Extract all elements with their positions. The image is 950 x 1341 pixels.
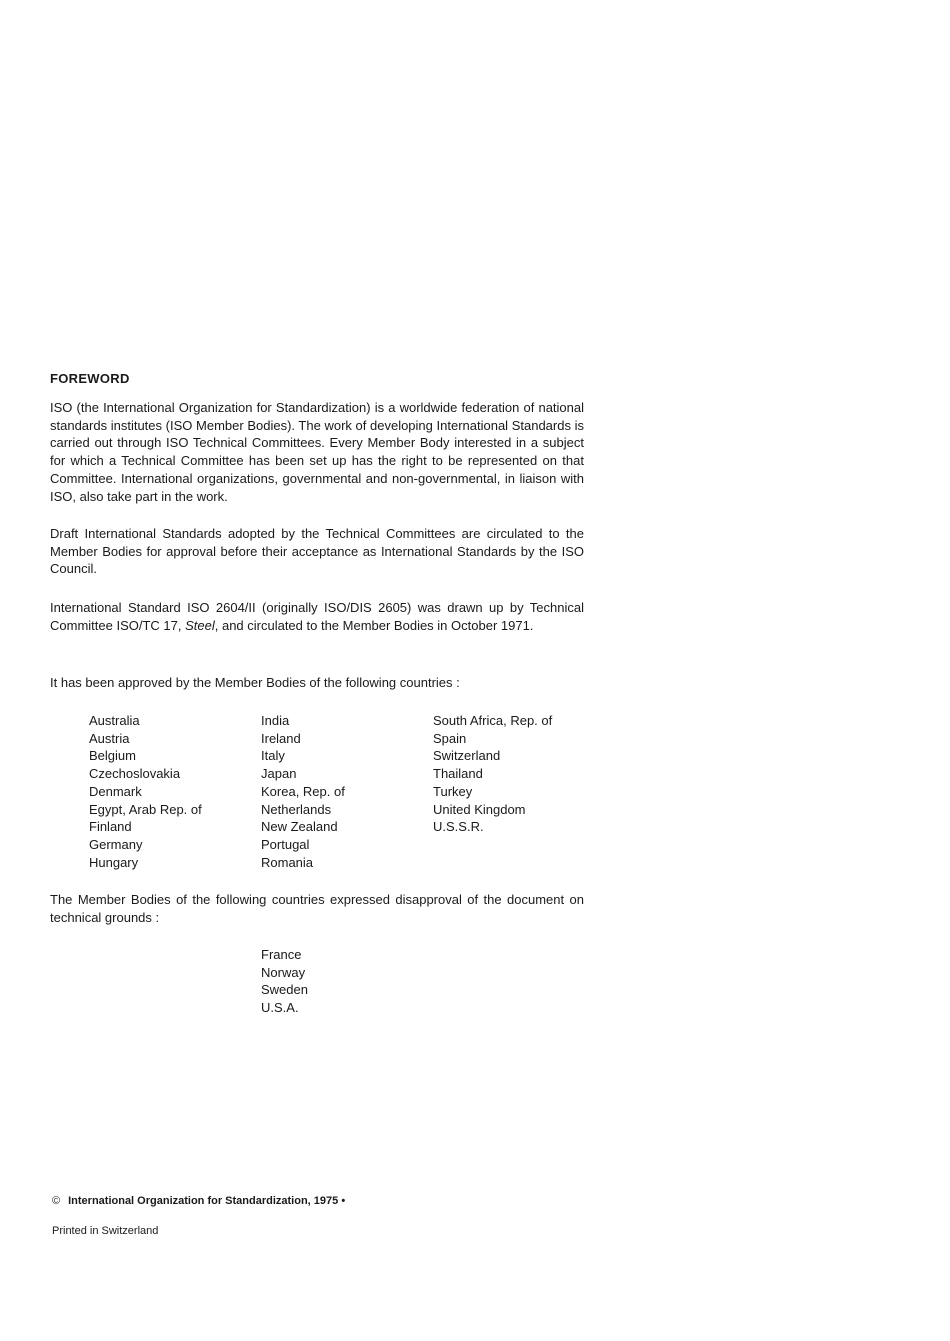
copyright-icon: © xyxy=(52,1195,61,1207)
country-item: Netherlands xyxy=(261,801,332,817)
paragraph-iso-intro: ISO (the International Organization for Standardization) is a worldwide federation of national standards institutes (ISO Member Bodies). The work of developing International Standards is carried out through ISO Technical Committees. Every Member Body interested in a subject for which a Technical Committee has been set up has the right to be represented on that Committee. International organizations, governmental and non-governmental, in liaison with ISO, also take part in the work. xyxy=(50,400,584,504)
country-item: U.S.A. xyxy=(261,1000,299,1016)
country-item: Belgium xyxy=(89,748,136,764)
country-item: Ireland xyxy=(261,730,301,746)
origin-text-end: , and circulated to the Member Bodies in October 1971. xyxy=(214,617,534,633)
origin-text: International Standard ISO 2604/II (originally ISO/DIS 2605) was drawn up by Technical Committee ISO/TC 17, xyxy=(50,600,584,633)
country-item: Czechoslovakia xyxy=(89,766,181,782)
approved-countries-column-1 xyxy=(89,712,202,871)
country-item: Portugal xyxy=(261,836,310,852)
country-item: Egypt, Arab Rep. of xyxy=(89,801,202,817)
country-item: Finland xyxy=(89,819,132,835)
country-item: United Kingdom xyxy=(433,801,526,817)
country-item: Japan xyxy=(261,766,297,782)
paragraph-approval: It has been approved by the Member Bodies of the following countries : xyxy=(50,675,460,690)
country-item: U.S.S.R. xyxy=(433,819,484,835)
approved-countries-column-2 xyxy=(261,712,345,871)
country-item: Korea, Rep. of xyxy=(261,783,345,799)
country-item: New Zealand xyxy=(261,819,338,835)
copyright-text: International Organization for Standardization, 1975 • xyxy=(68,1195,346,1207)
committee-subject: Steel xyxy=(185,617,215,633)
country-item: France xyxy=(261,947,302,962)
country-item: Switzerland xyxy=(433,748,501,764)
country-item: Italy xyxy=(261,748,285,764)
paragraph-standard-origin xyxy=(50,599,584,634)
country-item: Sweden xyxy=(261,982,308,998)
foreword-heading: FOREWORD xyxy=(50,371,130,386)
country-item: Thailand xyxy=(433,766,483,782)
country-item: Turkey xyxy=(433,783,473,799)
disapproving-countries-list xyxy=(261,946,308,1017)
approved-countries-column-3 xyxy=(433,712,552,836)
country-item: Denmark xyxy=(89,783,142,799)
country-item: South Africa, Rep. of xyxy=(433,713,553,728)
country-item: Norway xyxy=(261,964,306,980)
paragraph-disapproval: The Member Bodies of the following countries expressed disapproval of the document on technical grounds : xyxy=(50,892,584,925)
country-item: Hungary xyxy=(89,854,139,870)
paragraph-draft-standards: Draft International Standards adopted by the Technical Committees are circulated to the Member Bodies for approval before their acceptance as International Standards by the ISO Council. xyxy=(50,526,584,577)
country-item: Romania xyxy=(261,854,314,870)
printed-location: Printed in Switzerland xyxy=(52,1225,159,1237)
copyright-line xyxy=(52,1195,345,1207)
country-item: India xyxy=(261,713,290,728)
country-item: Australia xyxy=(89,713,140,728)
country-item: Spain xyxy=(433,730,467,746)
country-item: Austria xyxy=(89,730,130,746)
country-item: Germany xyxy=(89,836,143,852)
